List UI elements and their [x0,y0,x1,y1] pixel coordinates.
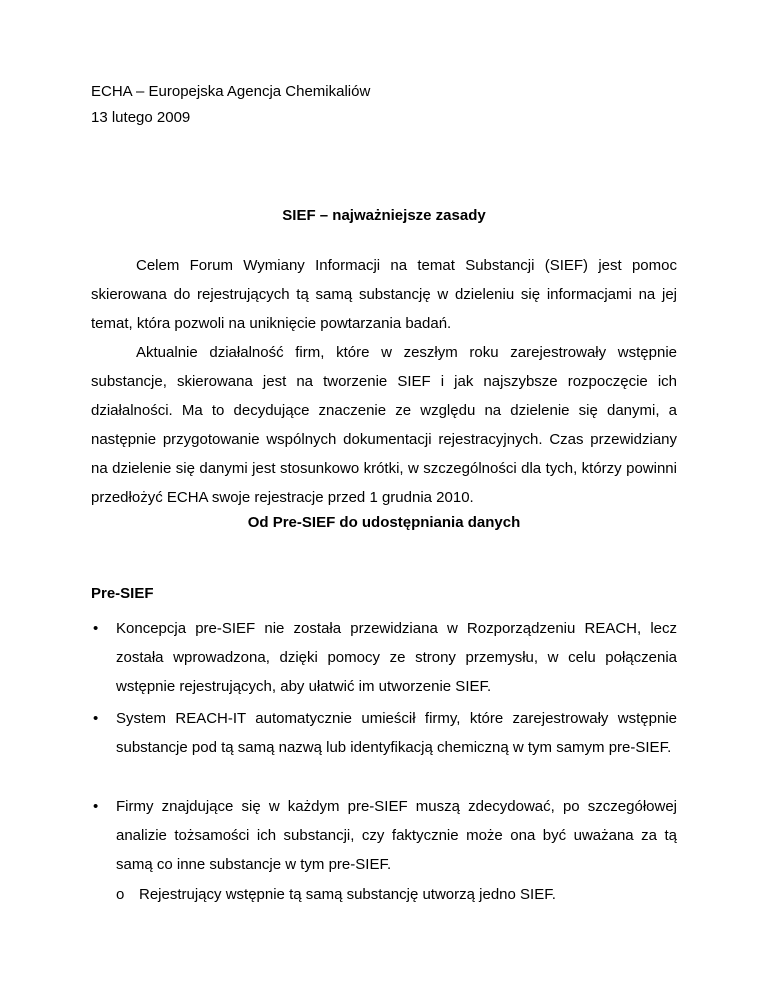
list-item [91,792,677,879]
list-item-text: Koncepcja pre-SIEF nie została przewidziana w Rozporządzeniu REACH, lecz została wprowadzona, dzięki pomocy ze strony przemysłu, w celu połączenia wstępnie rejestrujących, aby ułatwić im utworzenie SIEF. [116,620,677,695]
subsection-title: Pre-SIEF [91,585,154,602]
document-title: SIEF – najważniejsze zasady [282,207,486,224]
organization-line: ECHA – Europejska Agencja Chemikaliów [91,83,371,100]
bullet-icon: • [93,620,99,637]
circle-bullet-icon: o [116,886,125,903]
date-line: 13 lutego 2009 [91,109,191,126]
sub-list-item [116,880,677,909]
list-item-text: Firmy znajdujące się w każdym pre-SIEF muszą zdecydować, po szczegółowej analizie tożsamości ich substancji, czy faktycznie może ona być uważana za tą samą co inne substancje w tym pre-SIEF. [116,798,677,873]
bullet-icon: • [93,710,99,727]
sub-list-item-text: Rejestrujący wstępnie tą samą substancję utworzą jedno SIEF. [139,886,556,903]
context-paragraph: Aktualnie działalność firm, które w zeszłym roku zarejestrowały wstępnie substancje, skierowana jest na tworzenie SIEF i jak najszybsze rozpoczęcie ich działalności. Ma to decydujące znaczenie ze względu na dzielenie się danymi, a następnie przygotowanie wspólnych dokumentacji rejestracyjnych. Czas przewidziany na dzielenie się danymi jest stosunkowo krótki, w szczególności dla tych, którzy powinni przedłożyć ECHA swoje rejestracje przed 1 grudnia 2010. [91,344,677,506]
list-item [91,704,677,762]
section-title: Od Pre-SIEF do udostępniania danych [247,514,521,531]
list-item-text: System REACH-IT automatycznie umieścił firmy, które zarejestrowały wstępnie substancje pod tą samą nazwą lub identyfikacją chemiczną w tym samym pre-SIEF. [116,710,677,756]
bullet-icon: • [93,798,99,815]
intro-paragraph: Celem Forum Wymiany Informacji na temat Substancji (SIEF) jest pomoc skierowana do rejestrujących tą samą substancję w dzieleniu się informacjami na jej temat, która pozwoli na uniknięcie powtarzania badań. [91,257,677,332]
list-item [91,614,677,701]
